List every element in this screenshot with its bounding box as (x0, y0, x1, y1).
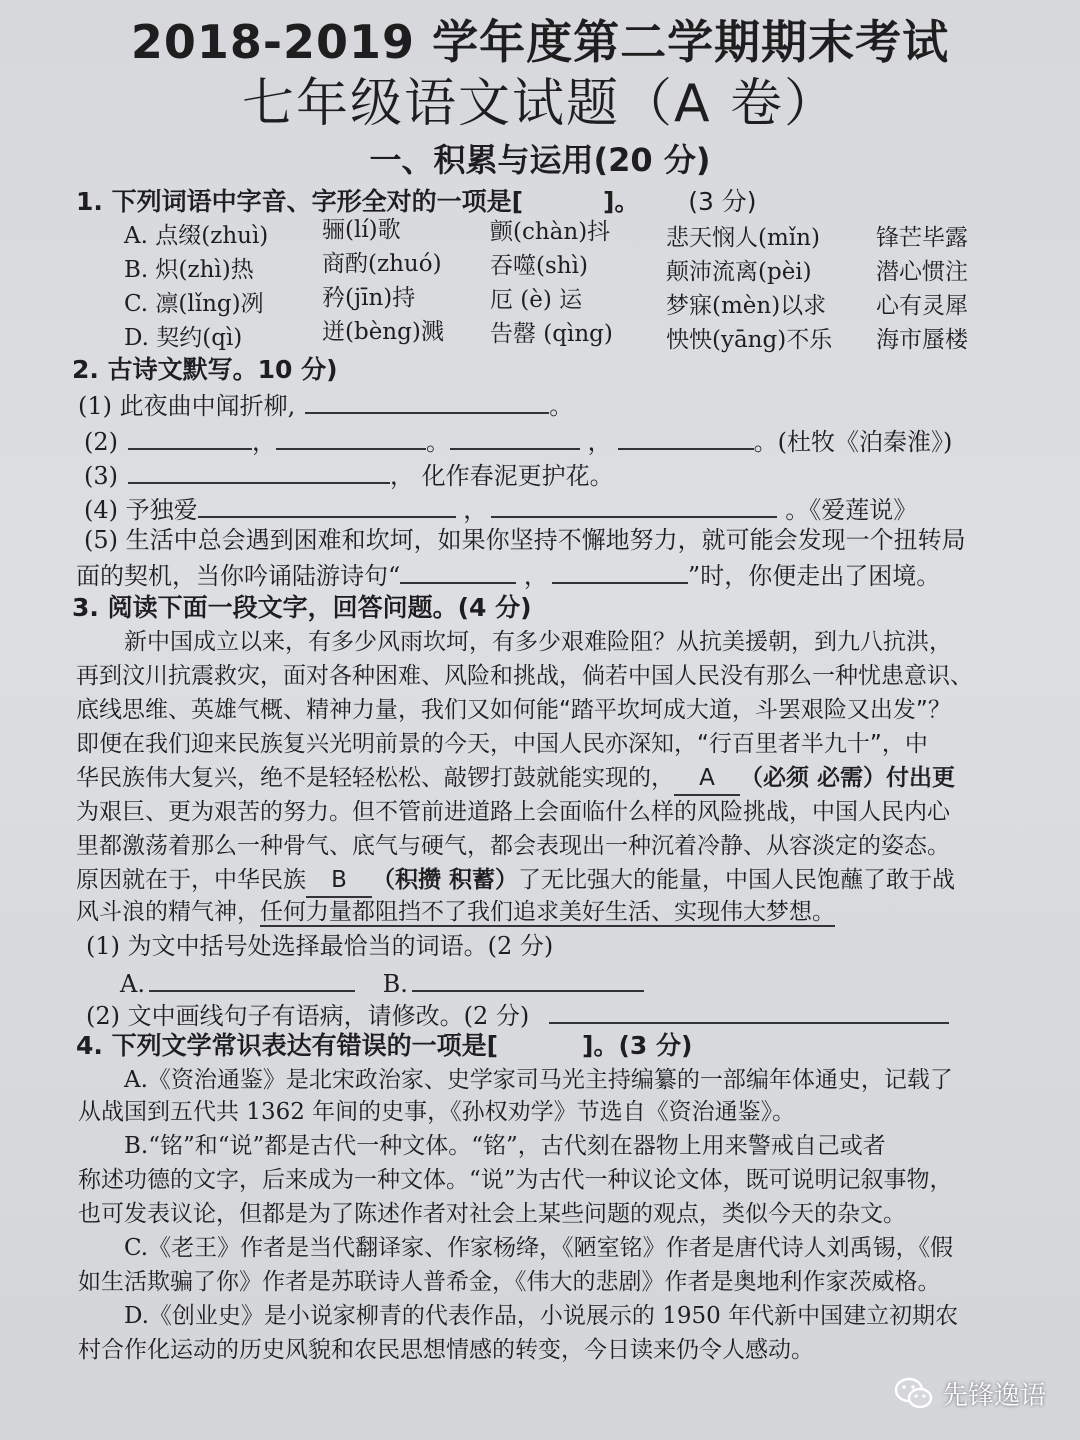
q1-option-b-2: 商酌(zhuó) (322, 251, 442, 277)
q4-option-c-cont: 如生活欺骗了你》作者是苏联诗人普希金，《伟大的悲剧》作者是奥地利作家茨威格。 (78, 1269, 941, 1295)
q3-sub-2: (2) 文中画线句子有语病，请修改。(2 分) (86, 998, 949, 1032)
q2-blank-5b[interactable] (552, 558, 688, 584)
q2-blank-1[interactable] (305, 388, 549, 414)
q2-blank-5a[interactable] (400, 558, 516, 584)
q2-line-4: (4) 予独爱 ， 。《爱莲说》 (84, 492, 917, 526)
exam-subtitle: 七年级语文试题（A 卷） (241, 74, 839, 134)
q1-option-d-2: 迸(bèng)溅 (322, 319, 444, 345)
q4-option-a: A.《资治通鉴》是北宋政治家、史学家司马光主持编纂的一部编年体通史，记载了 (124, 1067, 953, 1093)
q3-answer-b[interactable] (412, 966, 644, 992)
q3-passage-line: 底线思维、英雄气概、精神力量，我们又如何能“踏平坎坷成大道，斗罢艰险又出发”？ (76, 697, 951, 723)
q3-blank-a: A (674, 762, 740, 796)
q1-option-d-1: D. 契约(qì) (124, 325, 243, 351)
q2-blank-2d[interactable] (618, 424, 754, 450)
q2-line-2: (2) ， 。 ， 。(杜牧《泊秦淮》) (84, 424, 952, 458)
q3-passage-line: 华民族伟大复兴，绝不是轻轻松松、敲锣打鼓就能实现的， A （必须 必需）付出更 (76, 762, 955, 796)
q1-option-c-3: 厄 (è) 运 (490, 287, 583, 313)
q3-passage-line: 原因就在于，中华民族 B （积攒 积蓄）了无比强大的能量，中国人民饱蘸了敢于战 (76, 864, 955, 898)
q2-blank-3[interactable] (128, 458, 390, 484)
q3-sub-1-answers: A. B. (120, 966, 644, 1000)
q4-option-a-cont: 从战国到五代共 1362 年间的史事，《孙权劝学》节选自《资治通鉴》。 (78, 1099, 796, 1125)
q1-option-a-1: A. 点缀(zhuì) (124, 223, 269, 249)
q3-passage-line: 为艰巨、更为艰苦的努力。但不管前进道路上会面临什么样的风险挑战，中国人民内心 (76, 799, 950, 825)
q2-line-3: (3) ， 化作春泥更护花。 (84, 458, 614, 492)
q1-option-c-1: C. 凛(lǐng)冽 (124, 291, 264, 317)
q3-passage-line: 再到汶川抗震救灾，面对各种困难、风险和挑战，倘若中国人民没有那么一种忧患意识、 (76, 663, 973, 689)
q4-option-b: B.“铭”和“说”都是古代一种文体。“铭”，古代刻在器物上用来警戒自己或者 (124, 1133, 886, 1159)
q3-passage-line: 即便在我们迎来民族复兴光明前景的今天，中国人民亦深知，“行百里者半九十”，中 (76, 731, 928, 757)
q1-option-a-5: 锋芒毕露 (876, 225, 968, 251)
q3-passage-line: 新中国成立以来，有多少风雨坎坷，有多少艰难险阻？从抗美援朝，到九八抗洪， (124, 629, 952, 655)
q1-option-d-4: 怏怏(yāng)不乐 (666, 327, 833, 353)
q1-stem: 1. 下列词语中字音、字形全对的一项是[ ]。 (3 分) (76, 187, 757, 216)
q3-stem: 3. 阅读下面一段文字，回答问题。(4 分) (72, 593, 532, 622)
q4-option-c: C.《老王》作者是当代翻译家、作家杨绛，《陋室铭》作者是唐代诗人刘禹锡，《假 (124, 1235, 954, 1261)
q1-option-c-2: 矜(jīn)持 (322, 285, 416, 311)
q4-option-d: D.《创业史》是小说家柳青的代表作品，小说展示的 1950 年代新中国建立初期农 (124, 1303, 959, 1329)
watermark (894, 1375, 1046, 1412)
q4-option-b-cont: 也可发表议论，但都是为了陈述作者对社会上某些问题的观点，类似今天的杂文。 (78, 1201, 906, 1227)
q1-option-d-3: 告罄 (qìng) (490, 321, 613, 347)
q1-answer-blank[interactable] (523, 186, 603, 210)
q2-blank-2c[interactable] (450, 424, 580, 450)
exam-title: 2018-2019 学年度第二学期期末考试 (130, 15, 950, 69)
q1-option-b-5: 潜心惯注 (876, 259, 968, 285)
q4-option-b-cont: 称述功德的文字，后来成为一种文体。“说”为古代一种议论文体，既可说明记叙事物， (78, 1167, 953, 1193)
q1-option-c-4: 梦寐(mèn)以求 (666, 293, 827, 319)
q1-option-b-1: B. 炽(zhì)热 (124, 257, 254, 283)
q3-passage-line: 里都激荡着那么一种骨气、底气与硬气，都会表现出一种沉着冷静、从容淡定的姿态。 (76, 833, 950, 859)
q1-option-a-4: 悲天悯人(mǐn) (666, 225, 820, 251)
q3-passage-line: 风斗浪的精气神，任何力量都阻挡不了我们追求美好生活、实现伟大梦想。 (76, 899, 835, 925)
q2-blank-4a[interactable] (198, 492, 456, 518)
q2-blank-2a[interactable] (128, 424, 252, 450)
q2-line-5b: 面的契机，当你吟诵陆游诗句“ ， ”时，你便走出了困境。 (76, 558, 940, 592)
q2-blank-4b[interactable] (491, 492, 777, 518)
q4-answer-blank[interactable] (498, 1030, 582, 1054)
wechat-icon (894, 1377, 934, 1411)
q1-option-d-5: 海市蜃楼 (876, 327, 968, 353)
q2-line-1: (1) 此夜曲中闻折柳, 。 (78, 388, 573, 422)
q2-blank-2b[interactable] (276, 424, 426, 450)
q1-option-b-3: 吞噬(shì) (490, 253, 588, 279)
q3-answer-2[interactable] (549, 998, 949, 1024)
q1-option-c-5: 心有灵犀 (876, 293, 968, 319)
q2-stem: 2. 古诗文默写。10 分) (72, 355, 338, 384)
q1-option-b-4: 颠沛流离(pèi) (666, 259, 812, 285)
watermark-text: 先锋逸语 (941, 1381, 1046, 1411)
q2-line-5a: (5) 生活中总会遇到困难和坎坷，如果你坚持不懈地努力，就可能会发现一个扭转局 (84, 526, 966, 554)
q1-option-a-3: 颤(chàn)抖 (490, 219, 611, 245)
q4-option-d-cont: 村合作化运动的历史风貌和农民思想情感的转变，今日读来仍令人感动。 (78, 1337, 814, 1363)
q1-option-a-2: 骊(lí)歌 (322, 217, 401, 243)
q4-stem: 4. 下列文学常识表达有错误的一项是[ ]。(3 分) (76, 1031, 693, 1060)
q3-underlined-sentence: 任何力量都阻挡不了我们追求美好生活、实现伟大梦想。 (260, 899, 835, 925)
q3-sub-1: (1) 为文中括号处选择最恰当的词语。(2 分) (86, 932, 554, 960)
section-heading: 一、积累与运用(20 分) (369, 141, 711, 179)
q3-blank-b: B (306, 864, 372, 898)
q3-answer-a[interactable] (149, 966, 355, 992)
